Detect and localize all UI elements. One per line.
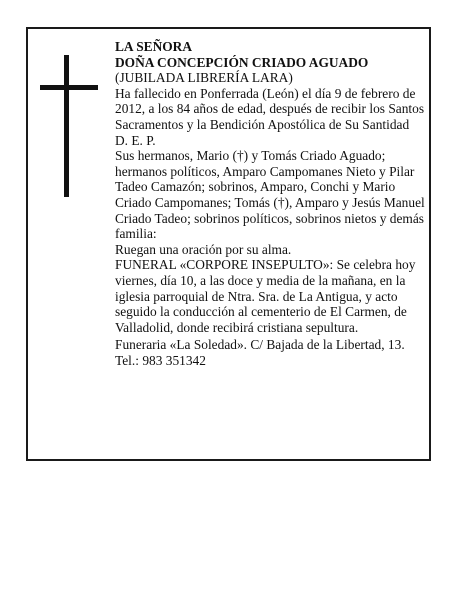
family-list: Sus hermanos, Mario (†) y Tomás Criado Aguado; hermanos políticos, Amparo Campomanes Nieto y Pilar Tadeo Camazón; sobrinos, Amparo, Conchi y Mario Criado Campomanes; Tomás (†), Amparo y Jesús Manuel Criado Tadeo; sobrinos políticos, sobrinos nietos y demás familia: — [115, 148, 425, 242]
deceased-occupation: (JUBILADA LIBRERÍA LARA) — [115, 70, 293, 86]
funeral-home: Funeraria «La Soledad». C/ Bajada de la Libertad, 13. Tel.: 983 351342 — [115, 337, 405, 368]
cross-icon — [40, 55, 98, 197]
title-line: LA SEÑORA — [115, 39, 193, 54]
deceased-name: DOÑA CONCEPCIÓN CRIADO AGUADO — [115, 54, 369, 70]
cross-vertical-bar — [64, 55, 69, 197]
cross-horizontal-bar — [40, 85, 98, 90]
funeral-details: FUNERAL «CORPORE INSEPULTO»: Se celebra hoy viernes, día 10, a las doce y media de la mañana, en la iglesia parroquial de Ntra. Sra. de La Antigua, y acto seguido la conducción al cementerio de El Carmen, de Valladolid, donde recibirá cristiana sepultura. — [115, 257, 416, 335]
prayer-request: Ruegan una oración por su alma. — [115, 241, 292, 257]
dep-line: D. E. P. — [115, 132, 156, 148]
obituary-text — [115, 39, 427, 368]
death-notice: Ha fallecido en Ponferrada (León) el día 9 de febrero de 2012, a los 84 años de edad, después de recibir los Santos Sacramentos y la Bendición Apostólica de Su Santidad — [115, 85, 425, 132]
